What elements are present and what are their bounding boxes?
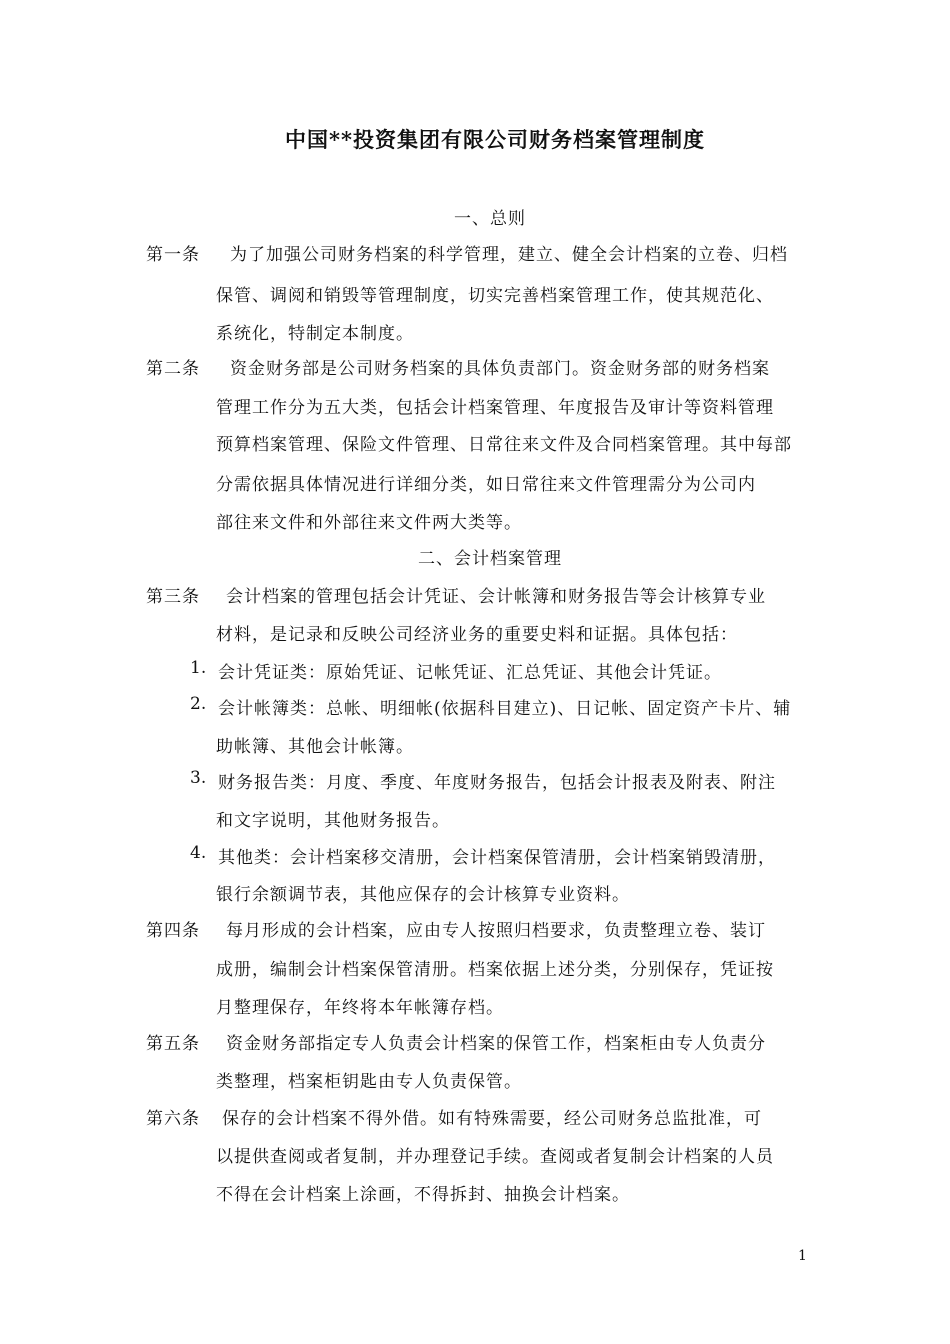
article-5-label: 第五条 [146, 1034, 200, 1054]
list-item-line: 会计凭证类：原始凭证、记帐凭证、汇总凭证、其他会计凭证。 [218, 663, 722, 683]
list-item-number: 2. [190, 694, 207, 714]
article-3-line: 材料，是记录和反映公司经济业务的重要史料和证据。具体包括： [216, 625, 738, 645]
article-2-label: 第二条 [146, 359, 200, 379]
article-2-line: 预算档案管理、保险文件管理、日常往来文件及合同档案管理。其中每部 [216, 435, 792, 455]
article-3-label: 第三条 [146, 587, 200, 607]
list-item-line: 助帐簿、其他会计帐簿。 [216, 737, 414, 757]
list-item-line: 和文字说明，其他财务报告。 [216, 811, 450, 831]
list-item-line: 会计帐簿类：总帐、明细帐(依据科目建立)、日记帐、固定资产卡片、辅 [218, 699, 792, 719]
article-2-line: 资金财务部是公司财务档案的具体负责部门。资金财务部的财务档案 [230, 359, 770, 379]
article-1-label: 第一条 [146, 245, 200, 265]
list-item-line: 财务报告类：月度、季度、年度财务报告，包括会计报表及附表、附注 [218, 773, 776, 793]
article-6-line: 以提供查阅或者复制，并办理登记手续。查阅或者复制会计档案的人员 [216, 1147, 774, 1167]
article-5-line: 资金财务部指定专人负责会计档案的保管工作，档案柜由专人负责分 [226, 1034, 766, 1054]
list-item-line: 其他类：会计档案移交清册，会计档案保管清册，会计档案销毁清册， [218, 848, 776, 868]
article-1-line: 系统化，特制定本制度。 [216, 324, 414, 344]
article-4-line: 成册，编制会计档案保管清册。档案依据上述分类，分别保存，凭证按 [216, 960, 774, 980]
article-4-line: 每月形成的会计档案，应由专人按照归档要求，负责整理立卷、装订 [226, 921, 766, 941]
list-item-number: 1. [190, 658, 207, 678]
section-heading-accounting: 二、会计档案管理 [418, 549, 562, 569]
article-1-line: 为了加强公司财务档案的科学管理，建立、健全会计档案的立卷、归档 [230, 245, 788, 265]
list-item-number: 4. [190, 843, 207, 863]
article-5-line: 类整理，档案柜钥匙由专人负责保管。 [216, 1072, 522, 1092]
article-2-line: 管理工作分为五大类，包括会计档案管理、年度报告及审计等资料管理 [216, 398, 774, 418]
document-title: 中国**投资集团有限公司财务档案管理制度 [285, 127, 705, 152]
section-heading-general: 一、总则 [454, 209, 526, 229]
list-item-number: 3. [190, 768, 207, 788]
article-2-line: 分需依据具体情况进行详细分类，如日常往来文件管理需分为公司内 [216, 475, 756, 495]
article-4-label: 第四条 [146, 921, 200, 941]
article-2-line: 部往来文件和外部往来文件两大类等。 [216, 513, 522, 533]
page-number: 1 [798, 1248, 807, 1264]
article-4-line: 月整理保存，年终将本年帐簿存档。 [216, 998, 504, 1018]
list-item-line: 银行余额调节表，其他应保存的会计核算专业资料。 [216, 885, 630, 905]
article-6-line: 保存的会计档案不得外借。如有特殊需要，经公司财务总监批准，可 [222, 1109, 762, 1129]
article-6-label: 第六条 [146, 1109, 200, 1129]
article-1-line: 保管、调阅和销毁等管理制度，切实完善档案管理工作，使其规范化、 [216, 286, 774, 306]
article-3-line: 会计档案的管理包括会计凭证、会计帐簿和财务报告等会计核算专业 [226, 587, 766, 607]
article-6-line: 不得在会计档案上涂画，不得拆封、抽换会计档案。 [216, 1185, 630, 1205]
